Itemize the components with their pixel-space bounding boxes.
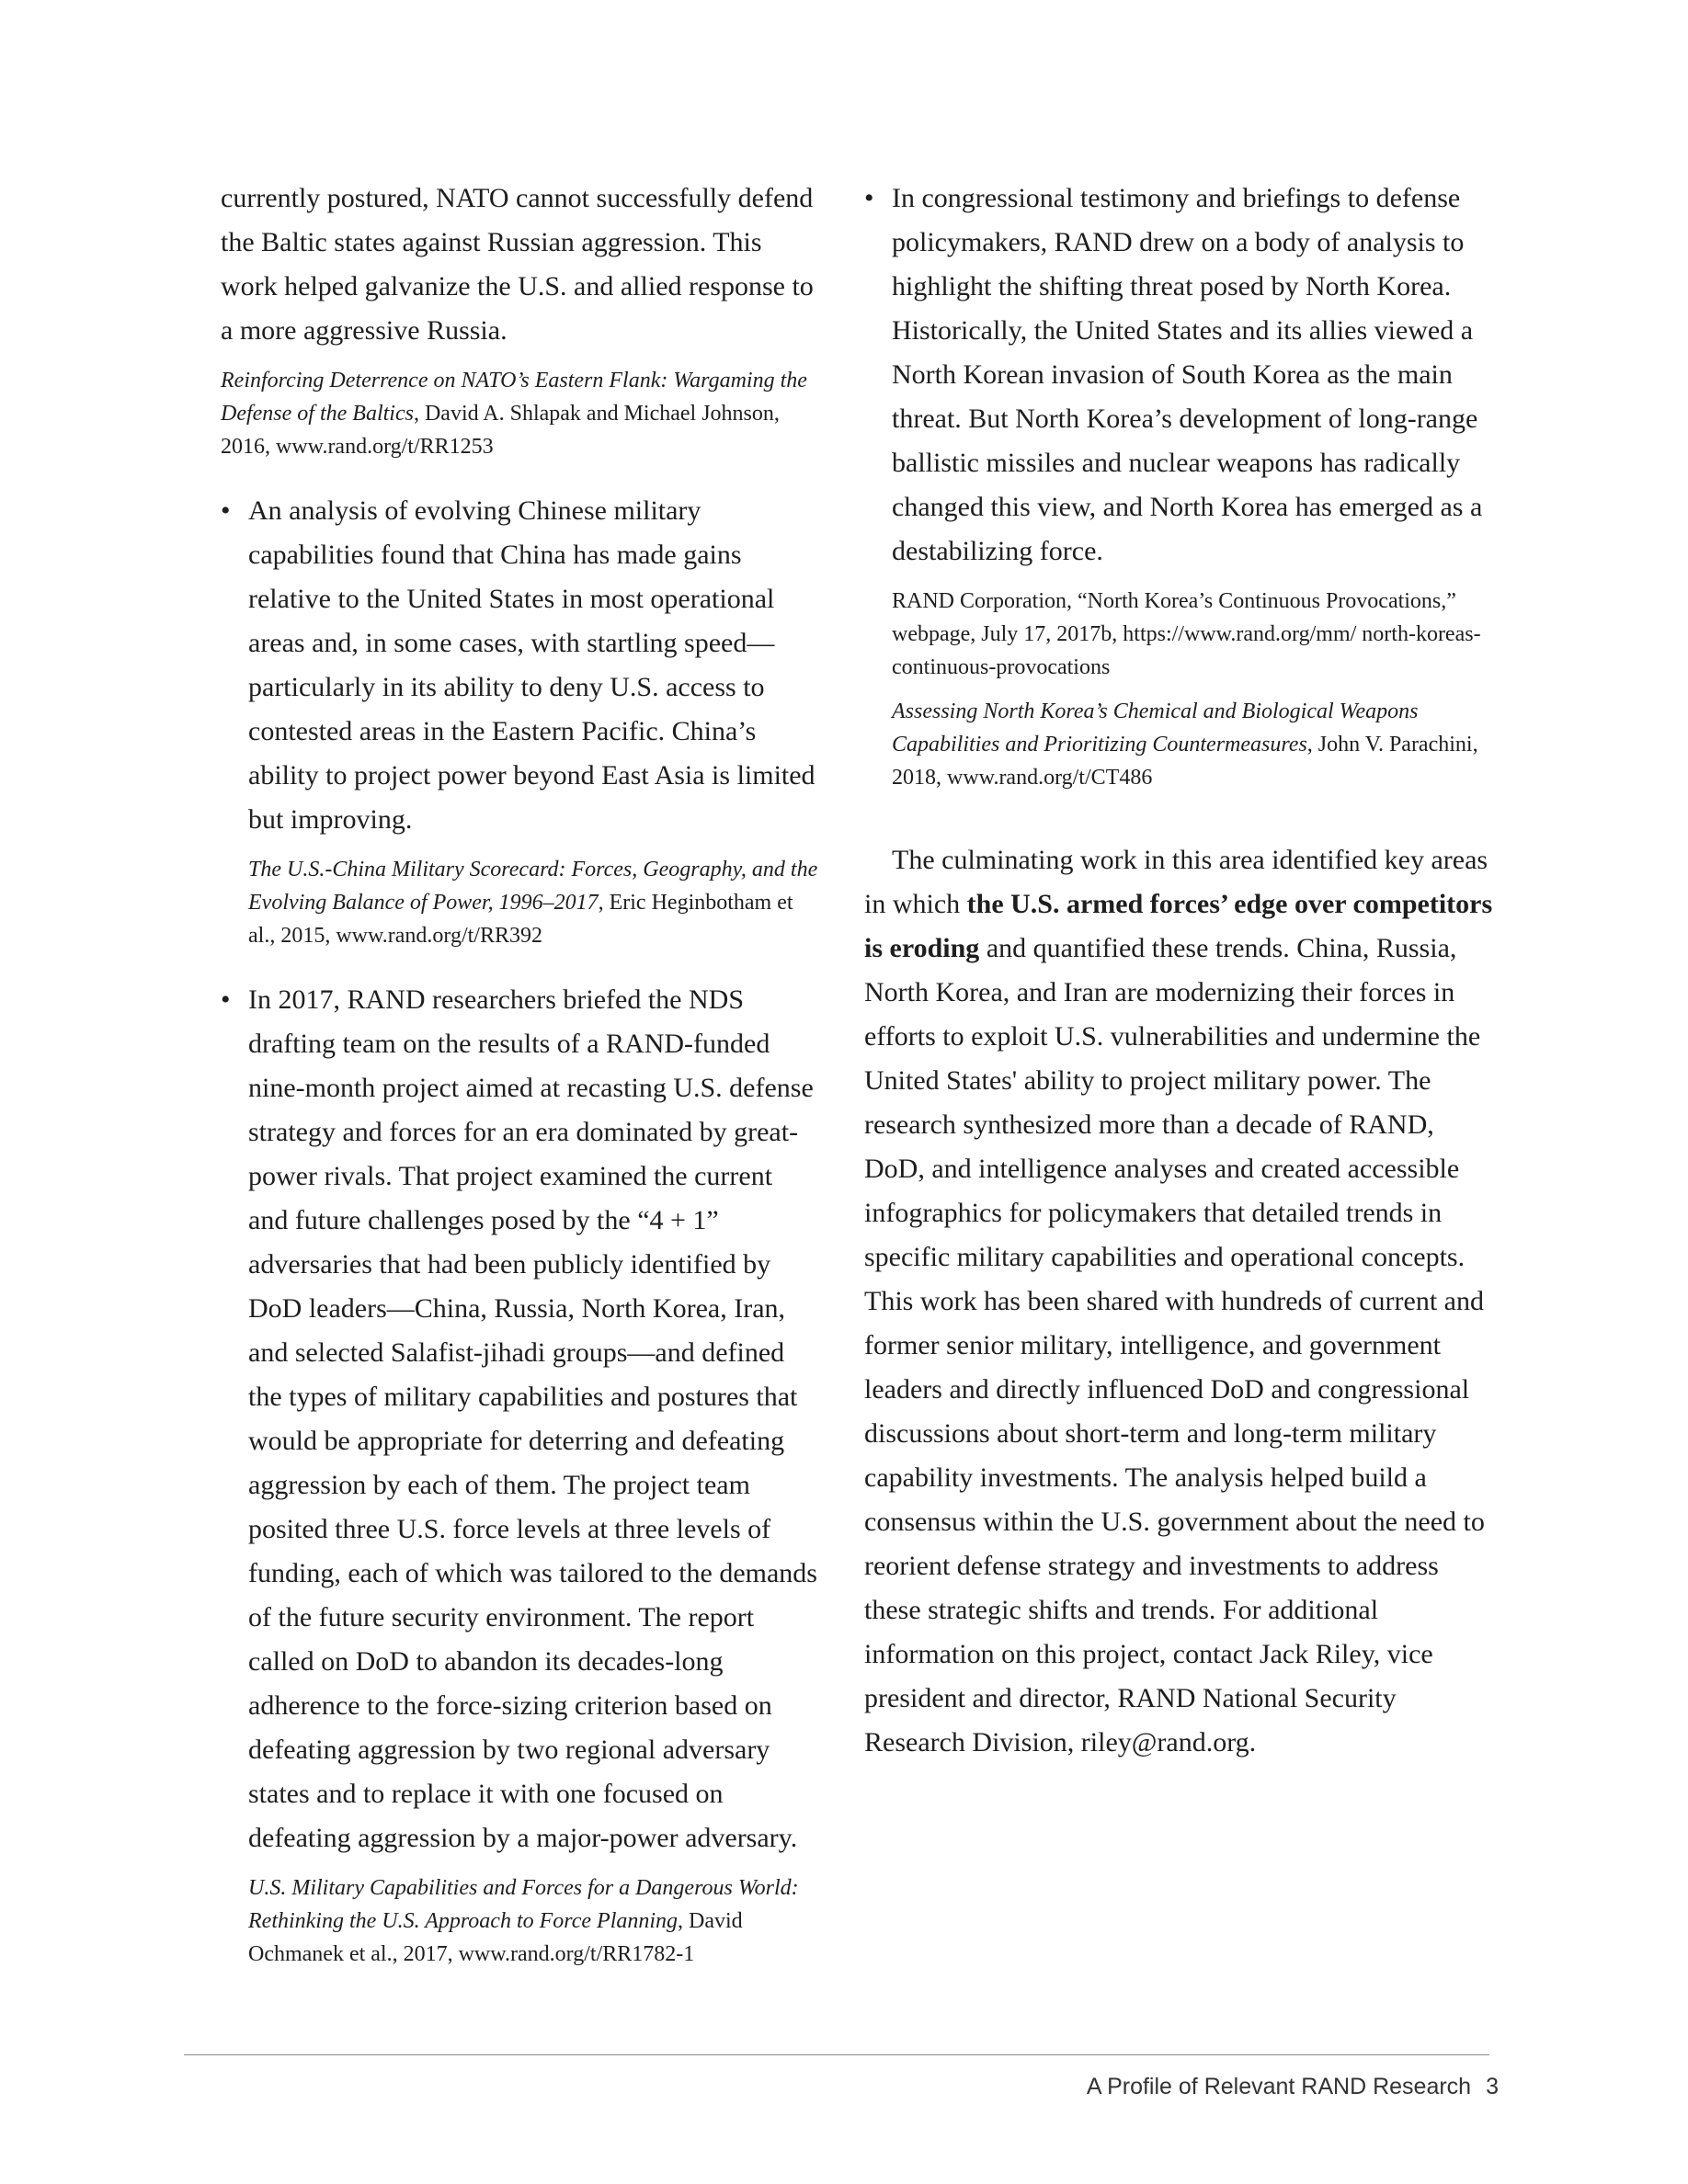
culminating-paragraph xyxy=(864,838,1499,1765)
bullet-glyph: • xyxy=(221,495,231,526)
citation-chem-bio xyxy=(892,695,1499,794)
citation-details: , David A. Shlapak and Michael Johnson, 2016, www.rand.org/t/RR1253 xyxy=(221,402,780,459)
bullet-nds-briefing xyxy=(221,978,818,1971)
citation-force-planning xyxy=(248,1871,818,1971)
bullet-china-analysis xyxy=(221,489,818,952)
bullet-glyph: • xyxy=(221,984,231,1015)
bullet-glyph: • xyxy=(864,183,874,213)
citation-title: Reinforcing Deterrence on NATO’s Eastern Flank: Wargaming the Defense of the Baltics xyxy=(221,369,807,426)
citation-details: , Eric Heginbotham et al., 2015, www.rand.org/t/RR392 xyxy=(248,891,793,948)
citation-title: The U.S.-China Military Scorecard: Forces, Geography, and the Evolving Balance of Power, 1996–2017 xyxy=(248,858,818,915)
citation-title: Assessing North Korea’s Chemical and Biological Weapons Capabilities and Prioritizing Countermeasures xyxy=(892,700,1419,756)
intro-continuation: currently postured, NATO cannot successfully defend the Baltic states against Russian aggression. This work helped galvanize the U.S. and allied response to a more aggressive Russia. xyxy=(221,183,814,346)
bullet-text: In 2017, RAND researchers briefed the NDS drafting team on the results of a RAND-funded nine-month project aimed at recasting U.S. defense strategy and forces for an era dominated by great-power rivals. That project examined the current and future challenges posed by the “4 + 1” adversaries that had been publicly identified by DoD leaders—China, Russia, North Korea, Iran, and selected Salafist-jihadi groups—and defined the types of military capabilities and postures that would be appropriate for deterring and defeating aggression by each of them. The project team posited three U.S. force levels at three levels of funding, each of which was tailored to the demands of the future security environment. The report called on DoD to abandon its decades-long adherence to the force-sizing criterion based on defeating aggression by two regional adversary states and to replace it with one focused on defeating aggression by a major-power adversary. xyxy=(248,984,817,1853)
page-footer xyxy=(1087,2074,1499,2100)
paragraph-lead: The culminating work in this area identified key areas in which xyxy=(864,845,1488,919)
citation-details: , David Ochmanek et al., 2017, www.rand.org/t/RR1782-1 xyxy=(248,1909,743,1966)
paragraph-emphasis: the U.S. armed forces’ edge over competitors is eroding xyxy=(864,889,1493,963)
left-column xyxy=(221,176,818,1971)
bullet-text: An analysis of evolving Chinese military capabilities found that China has made gains relative to the United States in most operational areas and, in some cases, with startling speed—particularly in its ability to deny U.S. access to contested areas in the Eastern Pacific. China’s ability to project power beyond East Asia is limited but improving. xyxy=(248,495,815,835)
bullet-text: In congressional testimony and briefings to defense policymakers, RAND drew on a body of analysis to highlight the shifting threat posed by North Korea. Historically, the United States and its allies viewed a North Korean invasion of South Korea as the main threat. But North Korea’s development of long-range ballistic missiles and nuclear weapons has radically changed this view, and North Korea has emerged as a destabilizing force. xyxy=(892,183,1483,566)
citation-scorecard xyxy=(248,853,818,952)
paragraph-rest: and quantified these trends. China, Russia, North Korea, and Iran are modernizing their forces in efforts to exploit U.S. vulnerabilities and undermine the United States' ability to project military power. The research synthesized more than a decade of RAND, DoD, and intelligence analyses and created accessible infographics for policymakers that detailed trends in specific military capabilities and operational concepts. This work has been shared with hundreds of current and former senior military, intelligence, and government leaders and directly influenced DoD and congressional discussions about short-term and long-term military capability investments. The analysis helped build a consensus within the U.S. government about the need to reorient defense strategy and investments to address these strategic shifts and trends. For additional information on this project, contact Jack Riley, vice president and director, RAND National Security Research Division, riley@rand.org. xyxy=(864,933,1485,1757)
footer-rule xyxy=(184,2054,1489,2055)
page-number: 3 xyxy=(1486,2074,1499,2099)
bullet-north-korea xyxy=(864,176,1499,794)
citation-provocations: RAND Corporation, “North Korea’s Continuous Provocations,” webpage, July 17, 2017b, https://www.rand.org/mm/ north-koreas-continuous-provocations xyxy=(892,589,1481,679)
footer-title: A Profile of Relevant RAND Research xyxy=(1086,2074,1472,2099)
citation-details: , John V. Parachini, 2018, www.rand.org/t/CT486 xyxy=(892,733,1478,790)
citation-baltics xyxy=(221,364,818,463)
citation-title: U.S. Military Capabilities and Forces for a Dangerous World: Rethinking the U.S. Approach to Force Planning xyxy=(248,1876,799,1933)
right-column xyxy=(864,176,1499,1765)
